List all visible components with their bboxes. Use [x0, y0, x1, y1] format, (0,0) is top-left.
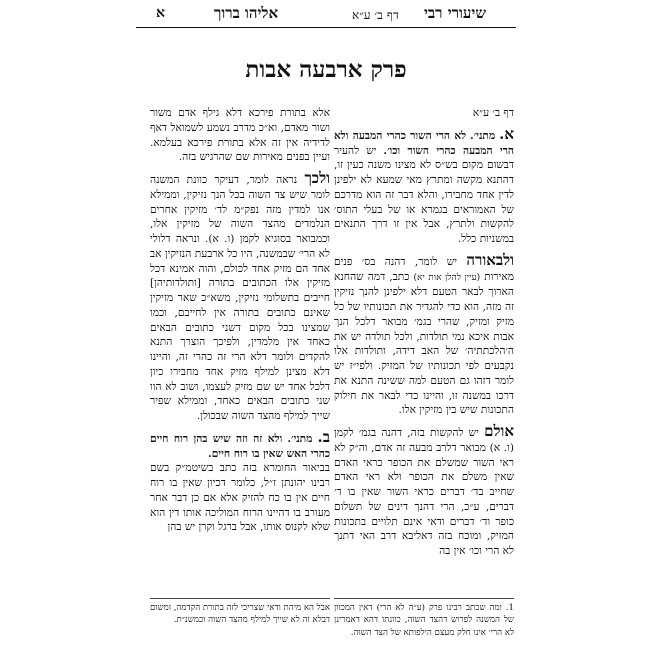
footnote-rule-left: [150, 598, 330, 599]
paragraph-2-body-a: יש לומר, דהנה בס׳ פנים מאירות: [334, 255, 515, 283]
paragraph-5-quote: ולא זה וזה שיש בהן רוח חיים כהרי האש שאין בו רוח חיים.: [150, 432, 330, 460]
paragraph-4-body: נראה לומר, דעיקר כוונת המשנה לומר שיש צד השוה בכל הנך נזיקין, וממילא אנו למדין מזה נפק״מ לד׳ מזיקין אחרים הנלמדים מהצד השוה של מזיקין אלו, וכמבואר בסוגיא לקמן (ו. א). ונראה דלולי לא הרי׳ שבמשנה, היו כל ארבעת הנזיקין אב אחד הם מזיק אחד לכולם, והוה אמינא דכל מזיקין אלו הכתובים בתורה [ותולדותיהן] חייבים בתשלומי נזיקין, משא״כ שאר מזיקין שאינם כתובים בתורה אין לחייבם, וכמו שמצינו בכל מקום דשני כתובים הבאים כאחד אין מלמדין, ולפיכך הוצרך התנא להקדים ולומר דלא הרי זה כהרי זה, והיינו דלא מצינן למילף מזיק אחד מחבירו כיון דלכל אחד יש שם מזיק לעצמו, ושוב לא הוו שני כתובים הבאים כאחד, וממילא שפיר שייך למילף מהצד השוה שבכולן.: [150, 174, 330, 422]
footnote-right: 1. ומה שכתב רבינו פרק (ע״ה לא הרי) דאין המכוון של המשנה לפרוש דהצד השוה, כוונתו דהא דאמרינן לא הרי׳ אינו חלק מעצם הילפותא של הצד השוה.: [334, 603, 514, 638]
daf-label-text: דף ב׳ ע״א: [472, 107, 514, 119]
paragraph-1-number: א.: [499, 124, 514, 143]
left-column: [150, 106, 330, 535]
footnote-rule-right: [334, 598, 514, 599]
header-book-title: שיעורי רבי: [424, 4, 486, 22]
paragraph-5-body: בביאור החומרא בזה כתב בשיטמ״ק בשם רבינו יהונתן ז״ל, כלומר דכיון שאין בו רוח חיים אין בו כח להזיק אלא אם כן דבר אחר מעורב בו דהיינו הרוח המוליכה אותו דין הוא שלא לקנוס אותו, אבל ברגל וקרן יש בהן: [150, 462, 330, 534]
paragraph-2: [334, 250, 515, 418]
paragraph-1-lead: מתני׳.: [470, 129, 496, 142]
paragraph-1-body: יש להעיר דבשום מקום בש״ס לא מצינו משנה כעין זו, דהתנא מקשה ומתרץ מאי שמעא לא ילפינן לדין אחד מחבירו, והלא דבר זה הוא מדרכם של האמוראים בגמרא או של בעלי התוס׳ להקשות ולתרץ, אבל אין זו דרך התנאים במשניות כלל.: [334, 144, 514, 245]
header-page-letter: א: [156, 5, 165, 21]
paragraph-2-body-b: כתב, דמה שהחנא הארוך לבאר הטעם דלא ילפינן להנך נזיקין זה מזה, הוא כדי להגדיר את תכונותיו של כל מזיק ומזיק, שהרי בגמ׳ מבואר דלכל הנך אבות איכא נמי תולדות, ולכל תולדה יש את ה׳הלכתתיה׳ של האב דידה, ותולדות אלו נקבעים לפי תכונותיו של המזיק. ולפי״ז יש לומר דזהו גם הטעם למה ששינה התנא את דרכו במשנה זו, והיינו כדי לבאר את חילוק התכונות שיש בין מזיקין אלו.: [334, 270, 514, 417]
paragraph-continuation: אלא בתורת פירכא דלא גילף אדם משור ושור מאדם, וא״כ מדרב נשמע לשמואל דאף לדידיה אין זה אלא בתורת פירכא בעלמא. ועיין בפנים מאירות שם שהרגיש בזה.: [150, 107, 330, 164]
header-rule: [136, 27, 516, 28]
daf-label: [334, 106, 514, 121]
header-daf-reference: דף ב׳ ע״א: [352, 8, 399, 22]
paragraph-2-note: (עיין להלן אות יא): [413, 272, 481, 283]
paragraph-3-body-a: יש להקשות בזה, דהנה בגמ׳ לקמן (ו.: [334, 427, 515, 454]
paragraph-3-lead: אולם: [484, 422, 514, 440]
paragraph-2-lead: ולבאורה: [466, 250, 514, 269]
paragraph-3-body-b: א) מבואר דלרב מבעה זה אדם, וה״ק לא ראי השור שמשלם את הכופר כראי האדם שאין משלם את הכופר ולא ראי האדם שחייב בד׳ דברים כראי השור שאין בו ד׳ דברים, ע״כ, הרי דהנך דינים של תשלום כופר וד׳ דברים ודאי אינם תלויים בתכונות המזיק, ומוכח בזה דאליבא דרב האי דתנך לא הרי וכו׳ אין בה: [334, 441, 514, 557]
chapter-title: פרק ארבעה אבות: [245, 56, 407, 83]
paragraph-3: [334, 424, 514, 559]
paragraph-5: [150, 427, 330, 462]
paragraph-5-lead: מתני׳.: [287, 432, 313, 445]
paragraph-1: [334, 124, 515, 247]
right-column: [334, 106, 514, 559]
paragraph-5-number: ב.: [317, 427, 330, 446]
footnote-left: אבל הא מיהת ודאי שצריכי לזה בתורת הקדמה, ומשום דבלא זה לא שייך למילף מהצד השוה וכמשנ״ת.: [150, 603, 330, 626]
paragraph-4-lead: ולכך: [304, 169, 330, 187]
header-author: אליהו ברוך: [214, 4, 279, 22]
paragraph-4: [150, 171, 330, 424]
paragraph-1-quote: לא הרי השור כהרי המבעה ולא הרי המבעה כהרי השור וכו׳.: [334, 129, 515, 157]
